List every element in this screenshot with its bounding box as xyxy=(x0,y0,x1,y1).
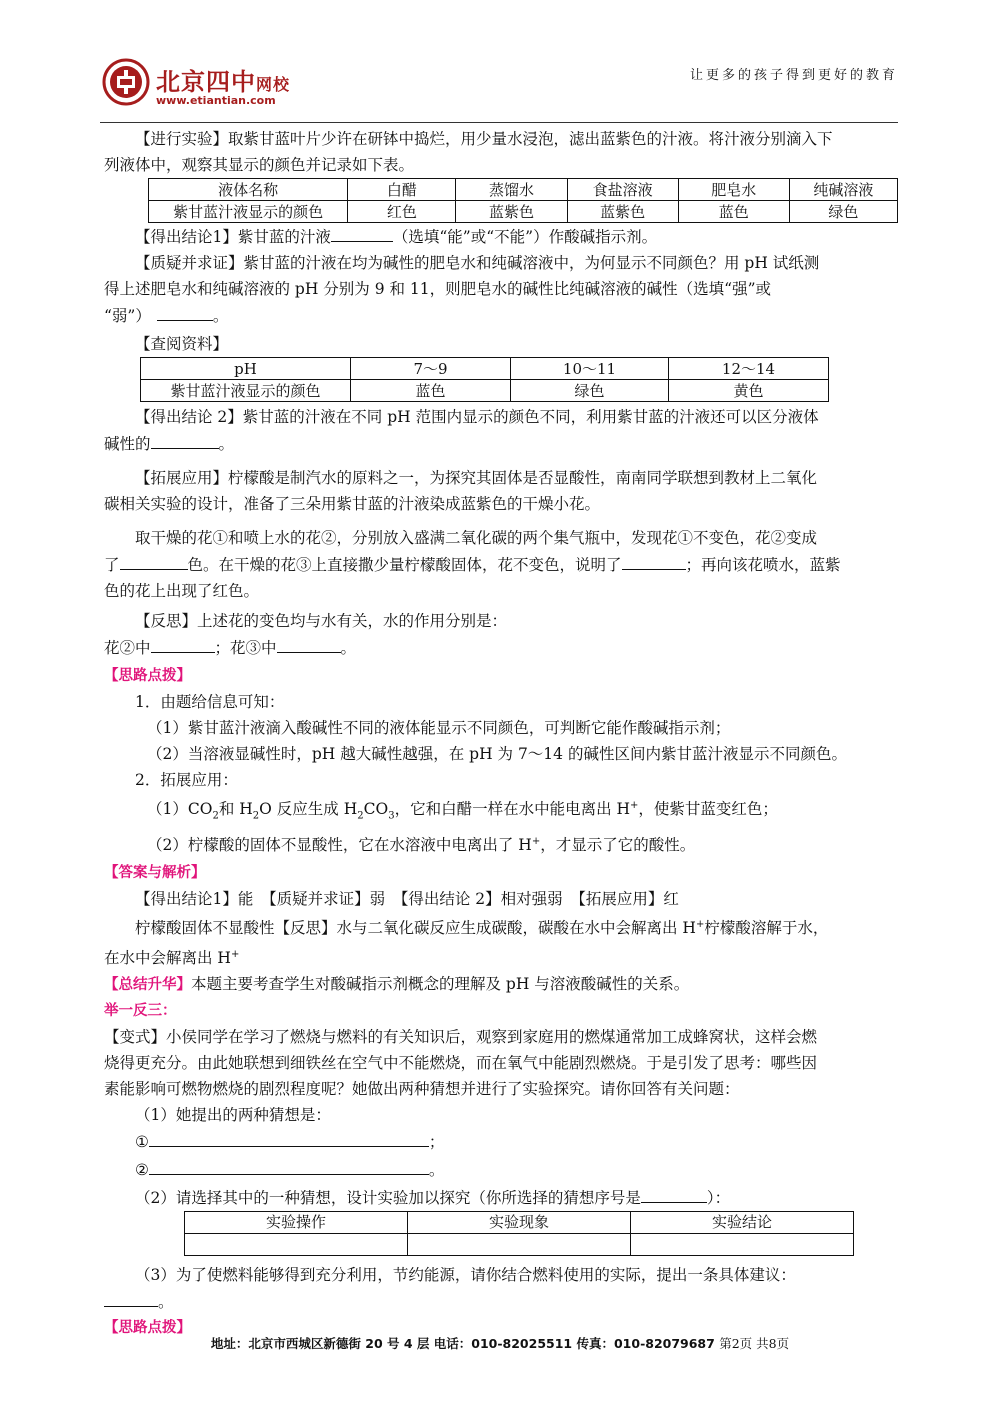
table-cell: 纯碱溶液 xyxy=(789,179,897,201)
table-cell xyxy=(408,1233,631,1255)
footer-address: 地址：北京市西城区新德街 20 号 4 层 电话：010-82025511 传真：010-82079687 xyxy=(210,1336,715,1351)
exp-intro xyxy=(104,126,898,178)
subscript: 2 xyxy=(252,810,260,822)
conclusion-2-line1: 【得出结论 2】紫甘蓝的汁液在不同 pH 范围内显示的颜色不同，利用紫甘蓝的汁液还可以区分液体 xyxy=(135,408,819,426)
variant-line2: 烧得更充分。由此她联想到细铁丝在空气中不能燃烧，而在氧气中能剧烈燃烧。于是引发了思考：哪些因 xyxy=(104,1053,818,1072)
hint-2a-part: CO xyxy=(363,800,389,819)
summary-text: 本题主要考查学生对酸碱指示剂概念的理解及 pH 与溶液酸碱性的关系。 xyxy=(191,974,690,993)
hint-2: 2．拓展应用： xyxy=(135,771,238,789)
extension-line4b: 色。在干燥的花③上直接撒少量柠檬酸固体，花不变色，说明了 xyxy=(187,556,622,574)
table-cell: 实验操作 xyxy=(185,1211,408,1233)
table-cell: 蒸馏水 xyxy=(456,179,567,201)
logo-url: www.etiantian.com xyxy=(156,94,276,107)
subscript: 2 xyxy=(212,810,219,822)
variant-sub3-answer xyxy=(104,1288,898,1315)
hint-2a xyxy=(104,793,898,829)
table-row xyxy=(149,201,898,223)
experiment-table xyxy=(184,1211,854,1256)
answer-blank xyxy=(622,551,686,570)
hint-1b: （2）当溶液显碱性时，pH 越大碱性越强，在 pH 为 7～14 的碱性区间内紫甘蓝汁液显示不同颜色。 xyxy=(147,745,847,763)
variant-sub1: （1）她提出的两种猜想是： xyxy=(135,1105,331,1124)
table-row xyxy=(149,179,898,201)
answer-blank xyxy=(151,634,215,653)
table-row xyxy=(141,380,829,402)
conclusion-2 xyxy=(104,404,898,457)
variant-sub3-end: 。 xyxy=(158,1292,174,1311)
answer-blank xyxy=(104,1288,158,1307)
exp-intro-line1: 【进行实验】取紫甘蓝叶片少许在研钵中捣烂，用少量水浸泡，滤出蓝紫色的汁液。将汁液分别滴入下 xyxy=(135,130,833,148)
logo-name: 北京四中 xyxy=(156,67,256,96)
answer-blank xyxy=(331,223,393,242)
superscript: + xyxy=(531,836,541,848)
conclusion-1-text-b: （选填“能”或“不能”）作酸碱指示剂。 xyxy=(392,228,658,246)
variant-line3: 素能影响可燃物燃烧的剧烈程度呢？她做出两种猜想并进行了实验探究。请你回答有关问题： xyxy=(104,1079,740,1098)
table-cell: 红色 xyxy=(348,201,456,223)
conclusion-2-end: 。 xyxy=(218,435,235,453)
subscript: 3 xyxy=(388,810,395,822)
answer-line3-part: 在水中会解离出 H xyxy=(104,948,231,967)
table-row xyxy=(185,1233,854,1255)
answer-line1: 【得出结论1】能 【质疑并求证】弱 【得出结论 2】相对强弱 【拓展应用】红 xyxy=(135,890,679,909)
summary-heading: 【总结升华】 xyxy=(104,976,191,993)
table-cell: 蓝紫色 xyxy=(567,201,678,223)
table-cell: 白醋 xyxy=(348,179,456,201)
variant-sub2 xyxy=(104,1184,898,1211)
page-number: 第2页 共8页 xyxy=(719,1336,790,1351)
variant-sub2-text: （2）请选择其中的一种猜想，设计实验加以探究（你所选择的猜想序号是 xyxy=(135,1188,641,1207)
extension-line4c: ；再向该花喷水，蓝紫 xyxy=(685,556,841,574)
answer-blank xyxy=(120,551,188,570)
superscript: + xyxy=(630,800,639,811)
hint-2b-part: ，才显示了它的酸性。 xyxy=(540,836,696,855)
guess-1 xyxy=(104,1128,898,1156)
answer-blank xyxy=(149,1156,429,1175)
exp-intro-line2: 列液体中，观察其显示的颜色并记录如下表。 xyxy=(104,156,415,174)
table-cell: 10～11 xyxy=(511,358,669,380)
header-divider xyxy=(100,122,898,123)
reflection-line2a: 花②中 xyxy=(104,639,151,657)
hint-1a: （1）紫甘蓝汁液滴入酸碱性不同的液体能显示不同颜色，可判断它能作酸碱指示剂； xyxy=(147,719,731,737)
extension-app xyxy=(104,465,898,517)
guess-1-end: ； xyxy=(428,1132,445,1151)
table-cell: 实验结论 xyxy=(631,1211,854,1233)
conclusion-1-text: 【得出结论1】紫甘蓝的汁液 xyxy=(135,228,331,246)
variant-question xyxy=(104,1024,898,1102)
reflection-line1: 【反思】上述花的变色均与水有关，水的作用分别是： xyxy=(135,612,508,630)
extension-line5: 色的花上出现了红色。 xyxy=(104,582,260,600)
extension-line2: 碳相关实验的设计，准备了三朵用紫甘蓝的汁液染成蓝紫色的干燥小花。 xyxy=(104,495,601,513)
guess-2-number: ② xyxy=(135,1160,149,1179)
table-cell: 7～9 xyxy=(351,358,511,380)
hint-2a-part: ，使紫甘蓝变红色； xyxy=(638,800,778,819)
extension-line4a: 了 xyxy=(104,556,120,574)
table-cell: 蓝紫色 xyxy=(456,201,567,223)
hint-2a-part: ，它和白醋一样在水中能电离出 H xyxy=(394,800,631,819)
hint-2a-part: （1）CO xyxy=(147,800,213,819)
table-cell: 紫甘蓝汁液显示的颜色 xyxy=(149,201,348,223)
color-table xyxy=(148,178,898,223)
slogan: 让更多的孩子得到更好的教育 xyxy=(689,68,898,83)
answer-line2 xyxy=(104,912,898,941)
hint-heading: 【思路点拨】 xyxy=(104,668,191,684)
answer-line3 xyxy=(104,942,898,971)
table-cell: pH xyxy=(141,358,351,380)
document-content xyxy=(104,126,898,1341)
table-row xyxy=(185,1211,854,1233)
extension-experiment xyxy=(104,525,898,604)
conclusion-1 xyxy=(104,223,898,250)
hint-heading-2: 【思路点拨】 xyxy=(104,1319,191,1336)
answer-blank xyxy=(149,1128,429,1147)
table-cell: 绿色 xyxy=(789,201,897,223)
table-cell: 肥皂水 xyxy=(678,179,789,201)
logo-suffix: 网校 xyxy=(256,75,291,94)
question-line3: “弱”） xyxy=(104,307,151,325)
table-cell: 黄色 xyxy=(669,380,829,402)
answer-blank xyxy=(151,430,219,449)
superscript: + xyxy=(695,919,705,931)
answer-blank xyxy=(277,634,341,653)
table-cell: 紫甘蓝汁液显示的颜色 xyxy=(141,380,351,402)
answer-line2-part: 柠檬酸固体不显酸性【反思】水与二氧化碳反应生成碳酸，碳酸在水中会解离出 H xyxy=(135,919,696,938)
hint-1: 1．由题给信息可知： xyxy=(135,693,285,711)
ph-table xyxy=(140,357,829,402)
hint-2a-part: O 反应生成 H xyxy=(259,800,358,819)
table-cell: 液体名称 xyxy=(149,179,348,201)
variant-sub3: （3）为了使燃料能够得到充分利用，节约能源，请你结合燃料使用的实际，提出一条具体建议： xyxy=(135,1265,796,1284)
question-line3-end: 。 xyxy=(212,307,229,325)
answer-line2-part: 柠檬酸溶解于水， xyxy=(704,919,829,938)
reflection-line2b: ；花③中 xyxy=(214,639,277,657)
variant-sub2-end: ）： xyxy=(706,1188,731,1207)
summary xyxy=(104,971,898,998)
question-verify xyxy=(104,250,898,329)
reference-title: 【查阅资料】 xyxy=(135,335,229,353)
page-footer xyxy=(0,1334,1000,1352)
table-cell: 食盐溶液 xyxy=(567,179,678,201)
table-row xyxy=(141,358,829,380)
variant-heading: 举一反三： xyxy=(104,1002,177,1019)
table-cell: 12～14 xyxy=(669,358,829,380)
extension-line1: 【拓展应用】柠檬酸是制汽水的原料之一，为探究其固体是否显酸性，南南同学联想到教材上二氧化 xyxy=(135,469,818,487)
table-cell xyxy=(631,1233,854,1255)
hint-2a-part: 和 H xyxy=(218,800,253,819)
answer-heading: 【答案与解析】 xyxy=(104,865,206,882)
reflection-line2c: 。 xyxy=(340,639,357,657)
question-line2: 得上述肥皂水和纯碱溶液的 pH 分别为 9 和 11，则肥皂水的碱性比纯碱溶液的碱性（选填“强”或 xyxy=(104,280,772,298)
school-logo-icon xyxy=(102,58,150,106)
subscript: 2 xyxy=(357,810,364,822)
answer-blank xyxy=(641,1184,707,1203)
guess-1-number: ① xyxy=(135,1132,149,1151)
table-cell: 绿色 xyxy=(511,380,669,402)
guess-2 xyxy=(104,1156,898,1184)
question-line1: 【质疑并求证】紫甘蓝的汁液在均为碱性的肥皂水和纯碱溶液中，为何显示不同颜色？用 pH 试纸测 xyxy=(135,254,820,272)
table-cell xyxy=(185,1233,408,1255)
variant-line1: 【变式】小侯同学在学习了燃烧与燃料的有关知识后，观察到家庭用的燃煤通常加工成蜂窝状，这样会燃 xyxy=(104,1027,818,1046)
table-cell: 蓝色 xyxy=(351,380,511,402)
page-header xyxy=(100,40,900,120)
extension-line3: 取干燥的花①和喷上水的花②，分别放入盛满二氧化碳的两个集气瓶中，发现花①不变色，花②变成 xyxy=(135,529,818,547)
answer-blank xyxy=(157,302,213,321)
table-cell: 实验现象 xyxy=(408,1211,631,1233)
guess-2-end: 。 xyxy=(428,1160,445,1179)
logo-title xyxy=(156,62,290,97)
reflection xyxy=(104,608,898,661)
table-cell: 蓝色 xyxy=(678,201,789,223)
conclusion-2-line2: 碱性的 xyxy=(104,435,151,453)
hint-2b-part: （2）柠檬酸的固体不显酸性，它在水溶液中电离出了 H xyxy=(147,836,532,855)
superscript: + xyxy=(230,948,240,960)
hint-2b xyxy=(104,829,898,858)
